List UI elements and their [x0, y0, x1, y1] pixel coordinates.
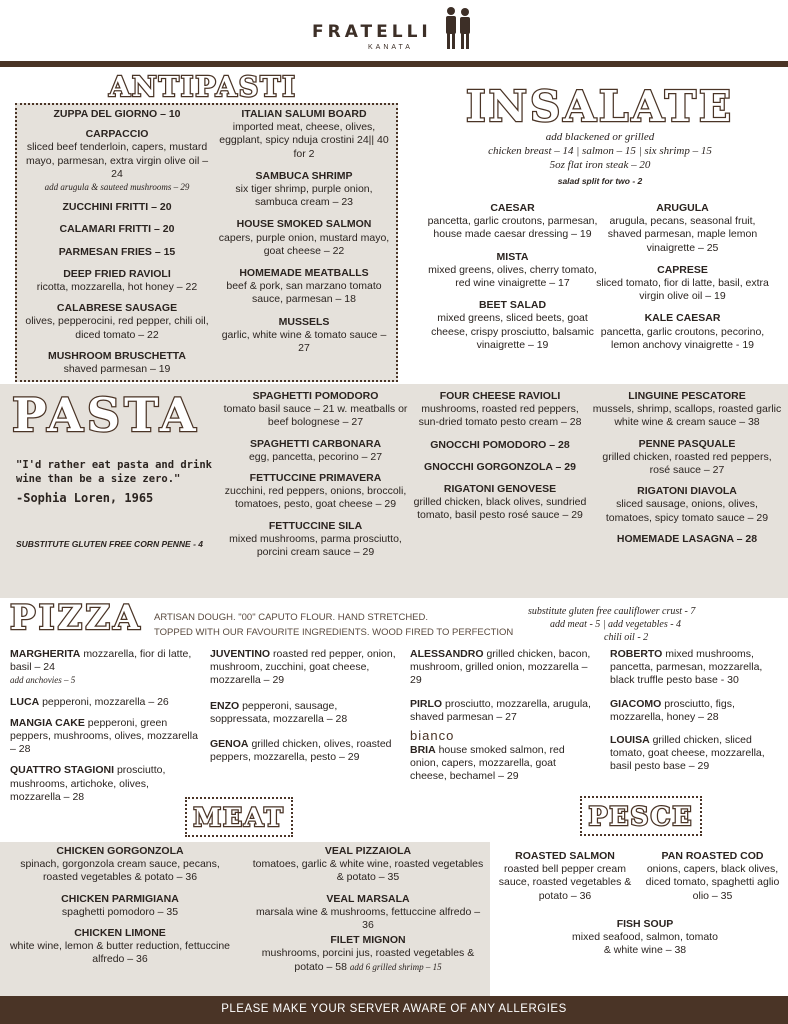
- menu-item: CHICKEN LIMONE white wine, lemon & butter reduction, fettuccine alfredo – 36: [9, 927, 231, 966]
- pizza-column-2: [210, 648, 400, 764]
- pasta-column-1: [218, 390, 413, 559]
- menu-item: FOUR CHEESE RAVIOLI mushrooms, roasted red peppers, sun-dried tomato pesto cream – 28: [418, 390, 582, 429]
- menu-item: CAESAR pancetta, garlic croutons, parmesan, house made caesar dressing – 19: [427, 202, 598, 241]
- menu-item: CALABRESE SAUSAGE olives, pepperocini, red pepper, chili oil, diced tomato – 22: [25, 302, 209, 341]
- menu-item: MARGHERITA mozzarella, fior di latte, basil – 24 add anchovies – 5: [10, 648, 192, 686]
- pasta-quote: "I'd rather eat pasta and drink wine than be a size zero.": [16, 459, 212, 485]
- menu-item: PENNE PASQUALE grilled chicken, roasted red peppers, rosé sauce – 27: [602, 437, 772, 477]
- pasta-gluten-note: SUBSTITUTE GLUTEN FREE CORN PENNE - 4: [16, 539, 204, 549]
- menu-item: ARUGULA arugula, pecans, seasonal fruit, shaved parmesan, maple lemon vinaigrette – 25: [607, 202, 758, 254]
- menu-item: MISTA mixed greens, olives, cherry tomato, red wine vinaigrette – 17: [428, 250, 597, 290]
- menu-item: RIGATONI GENOVESE grilled chicken, black olives, sundried tomato, basil pesto rosé sauce – 29: [413, 483, 587, 522]
- pizza-column-4: [610, 648, 785, 774]
- menu-item: CHICKEN GORGONZOLA spinach, gorgonzola cream sauce, pecans, roasted vegetables & potato – 36: [20, 845, 220, 884]
- menu-item: ZUCCHINI FRITTI – 20: [62, 201, 172, 214]
- menu-item: CALAMARI FRITTI – 20: [59, 223, 175, 236]
- pizza-column-1: [10, 648, 200, 804]
- menu-item: GNOCCHI POMODORO – 28: [430, 438, 570, 451]
- menu-item: FISH SOUP mixed seafood, salmon, tomato & white wine – 38: [572, 918, 718, 957]
- menu-item: SPAGHETTI CARBONARA egg, pancetta, pecorino – 27: [248, 437, 383, 463]
- brothers-logo-icon: [440, 4, 476, 50]
- pasta-title: PASTA: [12, 388, 200, 442]
- pizza-tagline: ARTISAN DOUGH. "00" CAPUTO FLOUR. HAND STRETCHED. TOPPED WITH OUR FAVOURITE INGREDIENTS. WOOD FIRED TO PERFECTION: [154, 612, 514, 638]
- pesce-title: PESCE: [580, 796, 702, 836]
- meat-left-column: [6, 845, 234, 967]
- menu-item: HOUSE SMOKED SALMON capers, purple onion, mustard mayo, goat cheese – 22: [218, 218, 390, 257]
- antipasti-left-column: [24, 108, 210, 376]
- menu-item: GIACOMO prosciutto, figs, mozzarella, honey – 28: [610, 697, 735, 723]
- menu-item: DEEP FRIED RAVIOLI ricotta, mozzarella, hot honey – 22: [36, 267, 198, 294]
- menu-item: SAMBUCA SHRIMP six tiger shrimp, purple onion, sambuca cream – 23: [235, 169, 373, 209]
- menu-item: ROBERTO mixed mushrooms, pancetta, parmesan, mozzarella, black truffle pesto base - 30: [610, 648, 763, 687]
- antipasti-right-column: [218, 108, 390, 355]
- menu-item: BEET SALAD mixed greens, sliced beets, goat cheese, crispy prosciutto, balsamic vinaigrette – 19: [431, 299, 594, 351]
- menu-item: PAN ROASTED COD onions, capers, black olives, diced tomato, spaghetti aglio olio – 35: [645, 850, 780, 902]
- pasta-column-2: [410, 390, 590, 523]
- menu-item: ENZO pepperoni, sausage, soppressata, mozzarella – 28: [210, 699, 348, 725]
- meat-title: MEAT: [185, 797, 293, 837]
- menu-item: HOMEMADE LASAGNA – 28: [616, 532, 758, 545]
- menu-item: HOMEMADE MEATBALLS beef & pork, san marzano tomato sauce, parmesan – 18: [226, 267, 382, 306]
- bianco-heading: bianco: [410, 728, 455, 744]
- pizza-extras: substitute gluten free cauliflower crust - 7 add meat - 5 | add vegetables - 4 chili oil - 2: [528, 606, 696, 643]
- insalate-title: INSALATE: [465, 82, 735, 131]
- menu-item: GNOCCHI GORGONZOLA – 29: [424, 460, 576, 473]
- header-divider: [0, 61, 788, 67]
- menu-item: MUSSELS garlic, white wine & tomato sauce – 27: [221, 315, 387, 355]
- menu-item: SPAGHETTI POMODORO tomato basil sauce – 21 w. meatballs or beef bolognese – 27: [223, 390, 408, 429]
- menu-item: CHICKEN PARMIGIANA spaghetti pomodoro – 35: [61, 892, 179, 918]
- menu-item: LOUISA grilled chicken, sliced tomato, goat cheese, mozzarella, basil pesto base – 29: [610, 734, 765, 773]
- menu-item: LUCA pepperoni, mozzarella – 26: [10, 695, 169, 708]
- header: [0, 0, 788, 60]
- menu-item: PIRLO prosciutto, mozzarella, arugula, shaved parmesan – 27: [410, 697, 591, 723]
- menu-item: JUVENTINO roasted red pepper, onion, mushroom, zucchini, goat cheese, mozzarella – 29: [210, 648, 396, 687]
- menu-item: MANGIA CAKE pepperoni, green peppers, mushrooms, olives, mozzarella – 28: [10, 716, 198, 756]
- menu-item: KALE CAESAR pancetta, garlic croutons, pecorino, lemon anchovy vinaigrette - 19: [600, 312, 765, 351]
- meat-right-column: [252, 845, 484, 974]
- menu-item: ZUPPA DEL GIORNO – 10: [53, 108, 181, 120]
- insalate-left-column: [425, 202, 600, 352]
- menu-item: LINGUINE PESCATORE mussels, shrimp, scallops, roasted garlic white wine & cream sauce – 38: [592, 390, 782, 429]
- menu-item: CARPACCIO sliced beef tenderloin, capers, mustard mayo, parmesan, extra virgin olive oil – 24 add arugula & sauteed mushrooms – 29: [25, 128, 209, 193]
- menu-item: RIGATONI DIAVOLA sliced sausage, onions, olives, tomatoes, spicy tomato sauce – 29: [605, 485, 769, 524]
- menu-item: FILET MIGNON mushrooms, porcini jus, roasted vegetables & potato – 58 add 6 grilled shrimp – 15: [261, 934, 475, 973]
- menu-item: ITALIAN SALUMI BOARD imported meat, cheese, olives, eggplant, spicy nduja crostini 24|| 40 for 2: [219, 108, 389, 160]
- pizza-column-3: [410, 648, 595, 784]
- brand-location: KANATA: [368, 44, 413, 51]
- menu-item: CAPRESE sliced tomato, fior di latte, basil, extra virgin olive oil – 19: [596, 263, 769, 303]
- pasta-column-3: [592, 390, 782, 546]
- menu-item: ALESSANDRO grilled chicken, bacon, mushroom, grilled onion, mozzarella – 29: [410, 648, 591, 687]
- menu-item: QUATTRO STAGIONI prosciutto, mushrooms, artichoke, olives, mozzarella – 28: [10, 764, 166, 803]
- menu-item: VEAL PIZZAIOLA tomatoes, garlic & white wine, roasted vegetables & potato – 35: [252, 845, 484, 884]
- menu-item: ROASTED SALMON roasted bell pepper cream sauce, roasted vegetables & potato – 36: [498, 850, 632, 902]
- menu-item: BRIA house smoked salmon, red onion, capers, mozzarella, goat cheese, bechamel – 29: [410, 744, 565, 783]
- menu-item: MUSHROOM BRUSCHETTA shaved parmesan – 19: [47, 349, 187, 376]
- menu-item: GENOA grilled chicken, olives, roasted peppers, mozzarella, pesto – 29: [210, 738, 392, 764]
- pasta-quote-author: -Sophia Loren, 1965: [16, 491, 154, 505]
- antipasti-title: ANTIPASTI: [109, 72, 297, 103]
- pizza-title: PIZZA: [10, 598, 143, 638]
- menu-item: VEAL MARSALA marsala wine & mushrooms, fettuccine alfredo – 36: [255, 892, 481, 932]
- allergy-footer: PLEASE MAKE YOUR SERVER AWARE OF ANY ALLERGIES: [0, 996, 788, 1024]
- menu-item: FETTUCCINE SILA mixed mushrooms, parma prosciutto, porcini cream sauce – 29: [229, 519, 402, 559]
- insalate-right-column: [595, 202, 770, 352]
- menu-item: PARMESAN FRIES – 15: [58, 245, 176, 258]
- brand-name: FRATELLI: [312, 22, 432, 42]
- menu-item: FETTUCCINE PRIMAVERA zucchini, red peppers, onions, broccoli, tomatoes, pesto, goat cheese – 29: [224, 472, 407, 511]
- insalate-addons: add blackened or grilled chicken breast – 14 | salmon – 15 | six shrimp – 15 5oz flat iron steak – 20 salad split for two - 2: [488, 131, 712, 186]
